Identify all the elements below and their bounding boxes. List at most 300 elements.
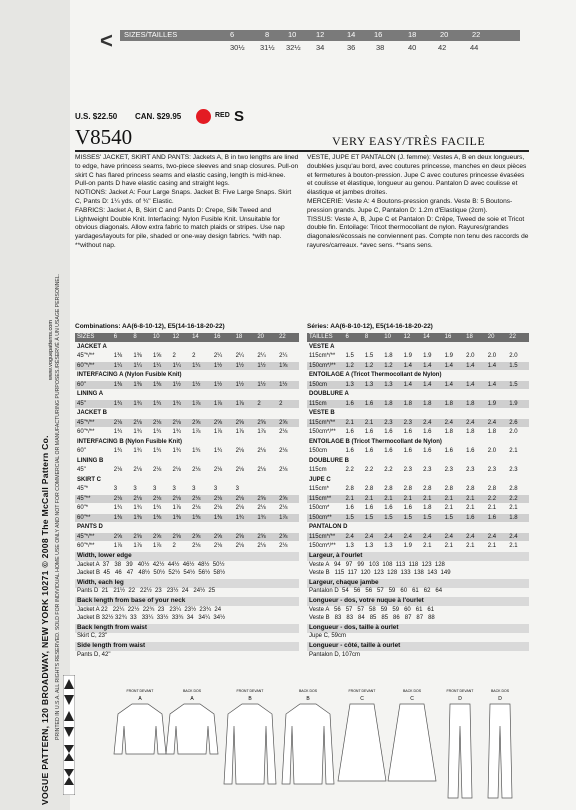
row-label: PANTALON D [309, 524, 348, 530]
cell: 1¾ [172, 448, 181, 454]
cell: 1.3 [345, 381, 354, 388]
size-cell: 36 [347, 43, 356, 52]
measurement-row: Jacket B 32½ 32¾ 33 33¼ 33½ 33¾ 34 34¼ 34½ [77, 614, 226, 621]
cell: 1¾ [152, 400, 162, 407]
cell: 2⅛ [172, 495, 181, 502]
cell: 2.8 [384, 486, 393, 492]
cell: 1.5 [403, 514, 413, 521]
cell: 1¾ [257, 514, 266, 521]
cell: 2.4 [487, 419, 497, 426]
row-label: 45"*/** [77, 353, 95, 359]
cell: 2⅝ [257, 533, 266, 540]
cell: 1⅞ [213, 400, 223, 407]
cell: 2 [257, 400, 261, 407]
measurement-row: Jacket B 45 46 47 48½ 50½ 52½ 54½ 56½ 58½ [77, 569, 226, 576]
cell: 1¾ [113, 448, 123, 454]
cell: 2⅛ [279, 467, 288, 473]
cell: 1½ [192, 381, 201, 388]
cell: 1.6 [423, 429, 432, 435]
cell: 1⅝ [279, 362, 288, 369]
table-section [75, 371, 299, 380]
cell: 1.6 [403, 505, 413, 511]
cell: 2.1 [509, 505, 518, 511]
cell: 2⅛ [213, 467, 223, 473]
cell: 1.8 [384, 400, 393, 407]
cell: 1¾ [133, 400, 142, 407]
cell: 2⅛ [152, 467, 162, 473]
table-row [307, 533, 529, 542]
table-row [75, 400, 299, 409]
size-band-row2 [120, 43, 520, 53]
table-row [307, 466, 529, 475]
cell: 1.4 [444, 381, 453, 388]
difficulty-label: VERY EASY/TRÈS FACILE [332, 134, 486, 148]
cell: 3 [152, 486, 157, 492]
cell: 1.4 [423, 381, 432, 388]
cell: 2.3 [403, 467, 413, 473]
table-row [75, 504, 299, 513]
cell: 2⅝ [235, 533, 244, 540]
cell: 2⅛ [113, 495, 123, 502]
table-row [307, 514, 529, 523]
cell: 1.8 [487, 429, 497, 435]
cell: 1⅞ [133, 543, 142, 549]
cell: 2.1 [423, 495, 432, 502]
desc-para: MERCERIE: Veste A: 4 Boutons-pression grands. Veste B: 5 Boutons-pression grands. Jupe C, Pantalon D: 1.2m d'Elastique (2cm). [307, 197, 513, 214]
cell: 1¾ [133, 448, 142, 454]
table-row [75, 352, 299, 361]
measurement-row: Veste B 83 83 84 85 85 86 87 87 88 [309, 614, 435, 621]
cell: 2⅛ [152, 419, 162, 426]
row-label: 45" [77, 400, 86, 407]
row-label: 150cm [309, 381, 328, 388]
sketch-letter: C [360, 696, 364, 702]
cell: 1⅞ [257, 429, 266, 435]
cell: 2⅝ [279, 419, 288, 426]
cell: 1.5 [384, 514, 393, 521]
yardage-table-fr [307, 333, 529, 551]
cell: 2⅛ [192, 505, 201, 511]
cell: 2.1 [444, 543, 453, 549]
measurement-title: Longueur - dos, votre nuque à l'ourlet [307, 597, 529, 606]
table-section [75, 390, 299, 399]
cell: 2¼ [213, 353, 223, 359]
cell: 1.6 [345, 448, 354, 454]
website: www.voguepatterns.com [48, 320, 54, 380]
cell: 6 [345, 334, 349, 340]
measurement-row: Jacket A 37 38 39 40½ 42½ 44½ 46½ 48½ 50½ [77, 561, 225, 568]
cell: 8 [364, 334, 369, 340]
cell: 2⅛ [213, 505, 223, 511]
cell: 1¾ [133, 505, 142, 511]
table-section [307, 438, 529, 447]
cell: 1⅝ [152, 353, 162, 359]
table-section [307, 343, 529, 352]
row-label: 115cm [309, 400, 327, 407]
cell: 1½ [172, 381, 181, 388]
size-cell: 22 [472, 30, 481, 39]
row-label: 60"*/** [77, 543, 95, 549]
cell: 2⅝ [152, 533, 162, 540]
table-section [75, 409, 299, 418]
sketch-letter: C [410, 696, 414, 702]
table-row [307, 447, 529, 456]
cell: 2⅝ [279, 495, 288, 502]
row-label: 150cm [309, 448, 328, 454]
cell: 2⅛ [172, 419, 181, 426]
cell: 1.8 [444, 429, 453, 435]
cell: 2¼ [279, 353, 288, 359]
cell: 1.6 [423, 448, 432, 454]
cell: 2⅛ [257, 448, 266, 454]
cell: 1.6 [364, 400, 374, 407]
size-cell: 44 [470, 43, 479, 52]
row-label: VESTE B [309, 410, 335, 416]
cell: 1.5 [444, 514, 453, 521]
cell: 1.9 [403, 353, 413, 359]
table-row [307, 419, 529, 428]
cell: 20 [257, 334, 265, 340]
cell: 1.4 [403, 362, 413, 369]
table-section [307, 371, 529, 380]
row-label: DOUBLURE A [309, 391, 349, 397]
cell: 2 [172, 353, 176, 359]
row-label: INTERFACING B (Nylon Fusible Knit) [77, 438, 182, 445]
row-label: TAILLES [309, 334, 333, 340]
cell: 2⅝ [192, 419, 201, 426]
table-header [307, 333, 529, 342]
cell: 22 [279, 334, 286, 340]
size-cell: 14 [347, 30, 356, 39]
cell: 2.3 [423, 467, 432, 473]
symbol-icons [63, 675, 75, 795]
table-row [75, 419, 299, 428]
cell: 1.6 [466, 514, 475, 521]
row-label: 150cm* [309, 505, 330, 511]
measurement-row: Pantalon D, 107cm [309, 651, 361, 658]
cell: 2⅝ [213, 533, 223, 540]
cell: 1.3 [364, 543, 374, 549]
garment-outline [282, 704, 334, 784]
row-label: JACKET B [77, 410, 108, 416]
cell: 2⅛ [257, 467, 266, 473]
size-cell: 31½ [260, 43, 275, 52]
cell: 3 [172, 486, 176, 492]
cell: 1½ [213, 362, 223, 369]
cell: 2⅛ [235, 543, 244, 549]
cell: 1.5 [509, 381, 518, 388]
cell: 1.3 [384, 543, 393, 549]
cell: 2⅝ [235, 419, 244, 426]
garment-outline [166, 704, 218, 754]
cell: 12 [403, 334, 411, 340]
cell: 1¾ [152, 448, 162, 454]
technical-sketches [100, 686, 530, 804]
cell: 1¼ [113, 362, 123, 369]
cell: 1.4 [466, 381, 475, 388]
table-row [307, 428, 529, 437]
row-label: PANTS D [77, 524, 103, 530]
cell: 1⅜ [133, 381, 142, 388]
table-row [307, 352, 529, 361]
cell: 1⅜ [113, 353, 123, 359]
copyright-notice: PRINTED IN U.S.A. ALL RIGHTS RESERVED. SOLD FOR INDIVIDUAL HOME USE ONLY AND NOT FOR COMMERCIAL OR MANUFACTURING PURPOSES./RÉSERVÉ À UN USAGE PERSONNEL. [55, 273, 61, 740]
cell: 2⅝ [213, 419, 223, 426]
cell: 2.1 [403, 495, 413, 502]
combinations-en: Combinations: AA(6-8-10-12), E5(14-16-18-20-22) [75, 323, 225, 330]
sketch-d-front [447, 689, 475, 798]
measurement-row: Pants D, 42" [77, 651, 111, 658]
cell: 1¾ [172, 400, 181, 407]
cell: 2⅛ [257, 505, 266, 511]
cell: 2⅛ [133, 419, 142, 426]
cell: 2.1 [466, 495, 475, 502]
cell: 2.4 [423, 533, 432, 540]
cell: 1¾ [172, 429, 181, 435]
sketch-letter: D [498, 696, 502, 702]
cell: 3 [213, 486, 218, 492]
cell: 2.4 [466, 419, 475, 426]
garment-outline [388, 704, 436, 781]
garment-sketches [100, 686, 530, 804]
size-cell: 30½ [230, 43, 245, 52]
cell: 1.3 [364, 381, 374, 388]
size-band-label: SIZES/TAILLES [124, 30, 178, 39]
cell: 2.3 [384, 419, 393, 426]
cell: 8 [133, 334, 137, 340]
cell: 2.2 [345, 467, 354, 473]
cell: 2⅛ [235, 495, 244, 502]
cell: 1⅜ [213, 514, 223, 521]
cell: 1.5 [364, 353, 374, 359]
cell: 18 [235, 334, 243, 340]
cell: 1.9 [444, 353, 453, 359]
cell: 2.1 [364, 419, 374, 426]
row-label: LINING A [77, 391, 104, 397]
measurement-title: Side length from waist [75, 642, 299, 651]
sketch-label: FRONT DEVANT [348, 689, 376, 693]
cell: 1.4 [423, 362, 432, 369]
measurement-title: Largeur, chaque jambe [307, 579, 529, 588]
cell: 1¾ [152, 429, 162, 435]
cell: 1⅞ [213, 429, 223, 435]
cell: 2⅛ [133, 467, 142, 473]
measurement-row: Jacket A 22 22¼ 22½ 22¾ 23 23¼ 23½ 23¾ 24 [77, 606, 222, 613]
table-row [307, 485, 529, 494]
cell: 3 [113, 486, 118, 492]
cell: 2.1 [345, 419, 354, 426]
cell: 1⅞ [192, 400, 201, 407]
pattern-number: V8540 [75, 125, 133, 149]
cell: 1.6 [384, 429, 393, 435]
sketch-letter: B [248, 696, 252, 702]
cell: 2.1 [384, 495, 393, 502]
cell: 2.2 [509, 495, 518, 502]
cell: 2.8 [364, 486, 374, 492]
cell: 1.6 [487, 514, 497, 521]
sketch-letter: D [458, 696, 462, 702]
measurement-row: Veste A 56 57 57 58 59 59 60 61 61 [309, 606, 435, 613]
table-section [307, 457, 529, 466]
cell: 14 [192, 334, 199, 340]
cell: 2¼ [235, 353, 244, 359]
cell: 1.6 [345, 429, 354, 435]
measurement-row: Pants D 21 21½ 22 22½ 23 23½ 24 24½ 25 [77, 588, 216, 594]
measurement-row: Jupe C, 59cm [309, 633, 347, 639]
cell: 2⅛ [235, 505, 244, 511]
cell: 1.6 [466, 448, 475, 454]
size-cell: 10 [288, 30, 297, 39]
measurements-fr [307, 552, 529, 678]
cell: 1.8 [423, 505, 432, 511]
cell: 2⅝ [133, 533, 142, 540]
cell: 1¾ [113, 429, 123, 435]
table-section [75, 523, 299, 532]
cell: 2.0 [466, 353, 475, 359]
cell: 2.8 [423, 486, 432, 492]
row-label: 60" [77, 448, 86, 454]
measurement-title: Longueur - côté, taille à ourlet [307, 642, 529, 651]
cell: 1.8 [466, 400, 475, 407]
cell: 1¾ [133, 429, 142, 435]
cell: 1.9 [403, 543, 413, 549]
cell: 2.1 [364, 495, 374, 502]
measurement-title: Width, lower edge [75, 552, 299, 561]
cell: 2⅝ [113, 533, 123, 540]
cell: 2⅛ [113, 419, 123, 426]
measurement-row: Veste A 94 97 99 103 108 113 118 123 128 [309, 561, 445, 568]
table-row [307, 542, 529, 551]
combinations-fr: Séries: AA(6-8-10-12), E5(14-16-18-20-22) [307, 323, 433, 330]
table-section [75, 343, 299, 352]
description-fr [307, 154, 529, 251]
row-label: 45"*/** [77, 419, 95, 426]
cell: 2.3 [487, 467, 497, 473]
cell: 16 [213, 334, 221, 340]
row-label: 115cm* [309, 486, 329, 492]
cell: 1.4 [487, 381, 497, 388]
row-label: 45"* [77, 486, 89, 492]
cell: 1¼ [172, 362, 181, 369]
cell: 2 [172, 543, 176, 549]
row-label: 115cm** [309, 495, 332, 502]
cell: 2.8 [403, 486, 413, 492]
measurements-en [75, 552, 299, 678]
cell: 3 [235, 486, 239, 492]
cell: 1½ [235, 362, 244, 369]
cell: 2.8 [487, 486, 497, 492]
row-label: 60"** [77, 514, 91, 521]
cell: 1¼ [152, 362, 162, 369]
table-row [307, 381, 529, 390]
measurement-row: Pantalon D 54 56 56 57 59 60 61 62 64 [309, 588, 443, 594]
cell: 2.1 [444, 505, 453, 511]
measurement-title: Back length from waist [75, 624, 299, 633]
sketch-c-front [338, 689, 386, 781]
cell: 2.0 [509, 429, 518, 435]
sketch-b-back [282, 689, 334, 784]
row-label: JACKET A [77, 343, 107, 350]
desc-para: NOTIONS: Jacket A: Four Large Snaps. Jacket B: Five Large Snaps. Skirt C, Pants D: 1¼ yds. of ¾" Elastic. [75, 189, 292, 205]
cell: 2⅝ [192, 533, 201, 540]
price-can: CAN. $29.95 [135, 112, 182, 121]
cell: 2.8 [466, 486, 475, 492]
cell: 2⅛ [192, 467, 201, 473]
table-row [307, 495, 529, 504]
cell: 2.0 [487, 353, 497, 359]
row-label: 45" [77, 467, 86, 473]
table-row [75, 495, 299, 504]
cell: 2⅛ [192, 495, 201, 502]
sketch-letter: B [306, 696, 310, 702]
row-label: LINING B [77, 457, 104, 464]
cell: 1¼ [133, 362, 142, 369]
cell: 1.5 [509, 362, 518, 369]
cell: 2.8 [345, 486, 354, 492]
cell: 2.1 [466, 543, 475, 549]
measurement-row: Skirt C, 23" [77, 633, 108, 639]
cell: 2.0 [487, 448, 497, 454]
cell: 1.4 [466, 362, 475, 369]
row-label: 60"* [77, 505, 89, 511]
cell: 2⅛ [235, 448, 244, 454]
cell: 1.8 [384, 353, 393, 359]
row-label: 150cm*/** [309, 362, 336, 369]
cell: 1¾ [113, 505, 123, 511]
cell: 2.2 [364, 467, 374, 473]
cell: 1.3 [345, 543, 354, 549]
cell: 2 [279, 400, 283, 407]
red-dot-icon [196, 109, 211, 124]
chevron-left-icon: < [100, 28, 113, 53]
cell: 1.6 [345, 505, 354, 511]
cell: 2.3 [466, 467, 475, 473]
row-label: DOUBLURE B [309, 457, 349, 464]
size-cell: 12 [316, 30, 325, 39]
cell: 1.5 [364, 514, 374, 521]
cell: 1.5 [345, 514, 354, 521]
table-row [75, 447, 299, 456]
cell: 2.1 [487, 543, 497, 549]
garment-outline [488, 704, 512, 798]
row-label: 45"** [77, 495, 91, 502]
size-cell: 20 [440, 30, 449, 39]
table-section [307, 476, 529, 485]
desc-para: VESTE, JUPE ET PANTALON (J. femme): Vestes A, B en deux longueurs, doublées jusqu'au bord, avec coutures princesse, manches en deux pièces et fermetures à bouton-pression. Jupe C avec coutures princesse évasées et coulisse et élastique, longueur au genou. Pantalon D avec coulisse et élastique et jambes droites. [307, 154, 527, 197]
cell: 1½ [257, 362, 266, 369]
cell: 1.5 [423, 514, 432, 521]
row-label: 60"*/** [77, 429, 95, 435]
sketch-label: BACK DOS [182, 689, 202, 693]
table-section [307, 409, 529, 418]
cell: 1.3 [384, 381, 393, 388]
cell: 2.1 [509, 543, 518, 549]
garment-outline [224, 704, 276, 784]
cell: 1.6 [384, 448, 393, 454]
desc-para: FABRICS: Jacket A, B, Skirt C and Pants D: Crepe, Silk Tweed and Lightweight Double Knit. Interfacing: Nylon Fusible Knit. Unsuitable for obvious diagonals. Allow extra fabric to match plaids or stripes. Use nap yardages/layouts for pile, shaded or one-way design fabrics. *with nap. **without nap. [75, 206, 285, 249]
measurement-title: Width, each leg [75, 579, 299, 588]
measurement-row: Veste B 115 117 120 123 128 133 138 143 149 [309, 569, 451, 576]
cell: 2.4 [345, 533, 354, 540]
row-label: ENTOILAGE B (Tricot Thermocollant de Nylon) [309, 438, 442, 445]
cell: 1½ [213, 381, 223, 388]
cell: 1.8 [403, 400, 413, 407]
cell: 3 [133, 486, 137, 492]
cell: 1½ [257, 381, 266, 388]
row-label: 115cm*/** [309, 419, 336, 426]
sketch-label: FRONT DEVANT [126, 689, 154, 693]
cell: 1.4 [403, 381, 413, 388]
